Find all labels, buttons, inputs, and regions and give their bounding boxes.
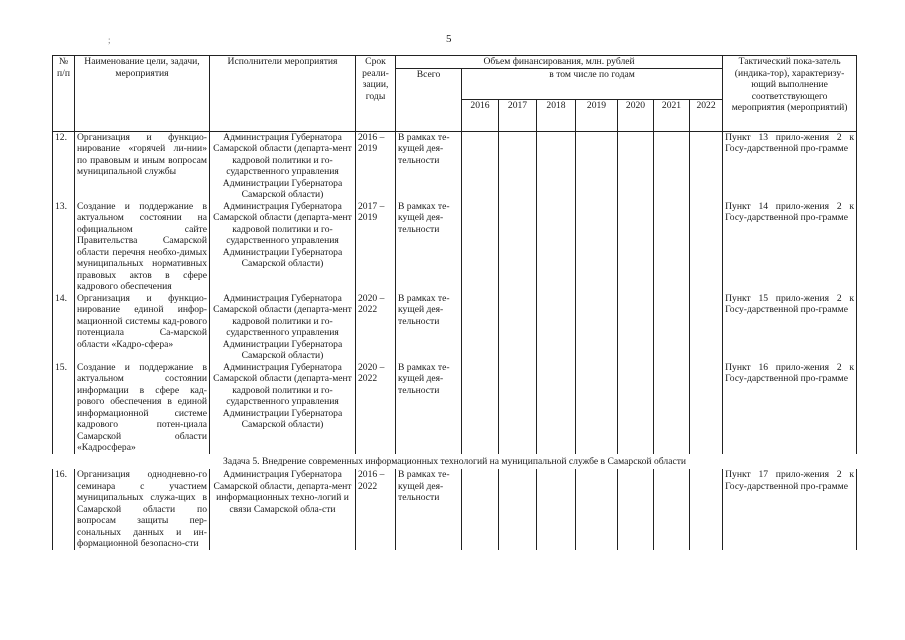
row-indicator: Пункт 16 прило-жения 2 к Госу-дарственной про-грамме (723, 362, 857, 454)
header-num: № п/п (53, 56, 75, 132)
header-year-2018: 2018 (537, 100, 576, 132)
header-by-year: в том числе по годам (462, 68, 723, 100)
row-total: В рамках те-кущей дея-тельности (396, 469, 462, 550)
row-total: В рамках те-кущей дея-тельности (396, 362, 462, 454)
header-term: Срок реали-зации, годы (356, 56, 396, 132)
header-year-2020: 2020 (618, 100, 654, 132)
row-executors: Администрация Губернатора Самарской области, департа-мент информационных техно-логий и связи Самарской обла-сти (210, 469, 356, 550)
row-num: 15. (53, 362, 75, 454)
row-name: Организация однодневно-го семинара с участием муниципальных служа-щих в Самарской области по вопросам защиты пер-сональных данных и ин-формационной безопасно-сти (75, 469, 210, 550)
row-total: В рамках те-кущей дея-тельности (396, 131, 462, 201)
row-indicator: Пункт 13 прило-жения 2 к Госу-дарственной про-грамме (723, 131, 857, 201)
program-table (52, 55, 857, 550)
row-num: 16. (53, 469, 75, 550)
header-year-2021: 2021 (654, 100, 690, 132)
row-executors: Администрация Губернатора Самарской области (департа-мент кадровой политики и го-сударственного управления Администрации Губернатора Самарской области) (210, 131, 356, 201)
table-row (53, 293, 857, 362)
row-name: Организация и функцио-нирование единой инфор-мационной системы кад-рового потенциала Са-марской области «Кадро-сфера» (75, 293, 210, 362)
row-term: 2020 – 2022 (356, 362, 396, 454)
row-indicator: Пункт 15 прило-жения 2 к Госу-дарственной про-грамме (723, 293, 857, 362)
row-num: 14. (53, 293, 75, 362)
row-indicator: Пункт 14 прило-жения 2 к Госу-дарственной про-грамме (723, 201, 857, 293)
row-term: 2016 – 2019 (356, 131, 396, 201)
row-total: В рамках те-кущей дея-тельности (396, 293, 462, 362)
table-row (53, 201, 857, 293)
header-funding: Объем финансирования, млн. рублей (396, 56, 723, 69)
stray-mark: ; (108, 35, 111, 45)
row-term: 2017 – 2019 (356, 201, 396, 293)
header-name: Наименование цели, задачи, мероприятия (75, 56, 210, 132)
header-indicator: Тактический пока-затель (индика-тор), характеризу-ющий выполнение соответствующего мероприятия (мероприятий) (723, 56, 857, 132)
row-name: Организация и функцио-нирование «горячей ли-нии» по правовым и иным вопросам муниципальной службы (75, 131, 210, 201)
header-year-2017: 2017 (499, 100, 537, 132)
row-executors: Администрация Губернатора Самарской области (департа-мент кадровой политики и го-сударственного управления Администрации Губернатора Самарской области) (210, 201, 356, 293)
row-indicator: Пункт 17 прило-жения 2 к Госу-дарственной про-грамме (723, 469, 857, 550)
row-total: В рамках те-кущей дея-тельности (396, 201, 462, 293)
section-title: Задача 5. Внедрение современных информационных технологий на муниципальной службе в Самарской области (223, 455, 687, 467)
header-total: Всего (396, 68, 462, 131)
table-row (53, 362, 857, 454)
table-row (53, 469, 857, 550)
row-num: 13. (53, 201, 75, 293)
page-number: 5 (446, 33, 452, 45)
section-row (53, 454, 857, 470)
header-year-2022: 2022 (690, 100, 723, 132)
row-name: Создание и поддержание в актуальном состоянии на официальном сайте Правительства Самарской области перечня необхо-димых муниципальных нормативных правовых актов в сфере кадрового обеспечения (75, 201, 210, 293)
row-term: 2020 – 2022 (356, 293, 396, 362)
table-row (53, 131, 857, 201)
row-num: 12. (53, 131, 75, 201)
header-year-2019: 2019 (576, 100, 618, 132)
row-name: Создание и поддержание в актуальном состоянии информации в сфере кад-рового обеспечения в единой информационной системе кадрового потен-циала Самарской области «Кадросфера» (75, 362, 210, 454)
row-executors: Администрация Губернатора Самарской области (департа-мент кадровой политики и го-сударственного управления Администрации Губернатора Самарской области) (210, 362, 356, 454)
row-executors: Администрация Губернатора Самарской области (департа-мент кадровой политики и го-сударственного управления Администрации Губернатора Самарской области) (210, 293, 356, 362)
header-year-2016: 2016 (462, 100, 499, 132)
row-term: 2016 – 2022 (356, 469, 396, 550)
header-executors: Исполнители мероприятия (210, 56, 356, 132)
